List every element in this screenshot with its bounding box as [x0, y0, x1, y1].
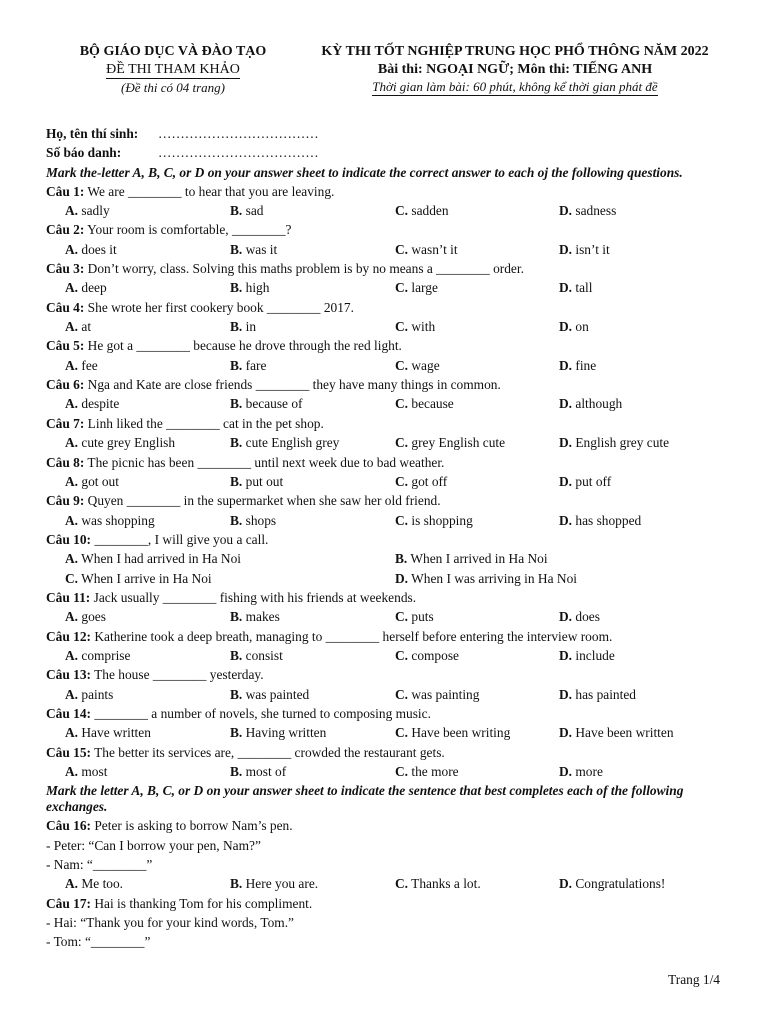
question-text: Linh liked the ________ cat in the pet shop. — [84, 415, 324, 431]
dialogue-line: - Hai: “Thank you for your kind words, Tom.” — [46, 915, 294, 931]
question-1 — [46, 182, 726, 201]
question-text: The picnic has been ________ until next week due to bad weather. — [84, 454, 445, 470]
question-label: Câu 11: — [46, 589, 91, 605]
option-b: B. high — [230, 280, 270, 296]
question-label: Câu 5: — [46, 338, 85, 354]
option-c: C. compose — [395, 647, 459, 663]
options-row — [46, 646, 726, 665]
instruction-1: Mark the-letter A, B, C, or D on your answer sheet to indicate the correct answer to each oj the following questions. — [46, 164, 683, 180]
options-row — [46, 433, 726, 452]
question-7 — [46, 414, 726, 433]
question-12 — [46, 627, 726, 646]
question-5 — [46, 336, 726, 355]
option-d: D. sadness — [559, 203, 617, 219]
option-a: A. does it — [65, 241, 117, 257]
exam-content — [46, 124, 726, 952]
options-row — [46, 607, 726, 626]
options-row — [46, 201, 726, 220]
options-row — [46, 278, 726, 297]
options-row — [46, 874, 726, 893]
question-text: ________ a number of novels, she turned to composing music. — [91, 705, 431, 721]
question-text: Jack usually ________ fishing with his friends at weekends. — [90, 589, 417, 605]
option-b: B. cute English grey — [230, 435, 340, 451]
option-a: A. sadly — [65, 203, 110, 219]
option-c: C. because — [395, 396, 454, 412]
option-d: D. isn’t it — [559, 241, 610, 257]
question-text: Katherine took a deep breath, managing to ________ herself before entering the interview room. — [91, 628, 613, 644]
option-c: C. the more — [395, 764, 459, 779]
exam-subject: Bài thi: NGOẠI NGỮ; Môn thi: TIẾNG ANH — [377, 62, 653, 77]
question-3 — [46, 259, 726, 278]
option-c: C. large — [395, 280, 438, 296]
question-label: Câu 13: — [46, 667, 92, 683]
option-a: A. deep — [65, 280, 107, 296]
option-d: D. Have been written — [559, 725, 674, 741]
instruction-2: Mark the letter A, B, C, or D on your answer sheet to indicate the sentence that best completes each of the following exchanges. — [46, 783, 684, 815]
option-a: A. paints — [65, 686, 114, 702]
candidate-id-field: ……………………………… — [158, 145, 319, 161]
header-left — [48, 43, 298, 97]
option-c: C. was painting — [395, 686, 480, 702]
option-c: C. grey English cute — [395, 435, 506, 451]
question-text: Hai is thanking Tom for his compliment. — [91, 895, 313, 911]
option-c: C. Have been writing — [395, 725, 511, 741]
question-8 — [46, 453, 726, 472]
option-c: C. with — [395, 319, 436, 335]
option-a: A. got out — [65, 473, 119, 489]
option-b: B. When I arrived in Ha Noi — [395, 551, 548, 567]
question-text: ________, I will give you a call. — [91, 531, 269, 547]
question-label: Câu 1: — [46, 183, 85, 199]
option-a: A. at — [65, 319, 92, 335]
candidate-id-row — [46, 143, 726, 162]
question-text: She wrote her first cookery book ________ 2017. — [84, 299, 354, 315]
options-row — [46, 472, 726, 491]
option-c: C. sadden — [395, 203, 449, 219]
question-9 — [46, 491, 726, 510]
question-list — [46, 182, 726, 782]
option-d: D. put off — [559, 473, 612, 489]
question-label: Câu 2: — [46, 222, 85, 238]
option-c: C. wasn’t it — [395, 241, 458, 257]
option-a: A. goes — [65, 609, 106, 625]
option-b: B. most of — [230, 764, 287, 779]
question-text: The house ________ yesterday. — [91, 667, 264, 683]
question-16 — [46, 816, 726, 835]
option-b: B. makes — [230, 609, 280, 625]
options-row — [46, 394, 726, 413]
exam-name: KỲ THI TỐT NGHIỆP TRUNG HỌC PHỔ THÔNG NĂM 2022 — [321, 44, 709, 59]
question-15 — [46, 743, 726, 762]
option-a: A. When I had arrived in Ha Noi — [65, 551, 242, 567]
option-d: D. include — [559, 647, 615, 663]
options-row — [46, 569, 726, 588]
candidate-name-label: Họ, tên thí sinh: — [46, 126, 139, 141]
option-a: A. most — [65, 764, 108, 779]
options-row — [46, 723, 726, 742]
question-text: He got a ________ because he drove through the red light. — [84, 338, 402, 354]
option-a: A. despite — [65, 396, 120, 412]
options-row — [46, 511, 726, 530]
question-label: Câu 8: — [46, 454, 85, 470]
option-a: A. Have written — [65, 725, 151, 741]
option-b: B. because of — [230, 396, 303, 412]
exam-time: Thời gian làm bài: 60 phút, không kể thời gian phát đề — [372, 79, 658, 94]
options-row — [46, 762, 726, 781]
question-text: The better its services are, ________ crowded the restaurant gets. — [91, 744, 445, 760]
options-row — [46, 317, 726, 336]
question-label: Câu 6: — [46, 377, 85, 393]
option-d: D. although — [559, 396, 623, 412]
question-10 — [46, 530, 726, 549]
question-label: Câu 16: — [46, 818, 92, 834]
option-a: A. was shopping — [65, 512, 155, 528]
option-b: B. shops — [230, 512, 277, 528]
option-b: B. in — [230, 319, 257, 335]
question-label: Câu 3: — [46, 261, 85, 277]
question-text: Peter is asking to borrow Nam’s pen. — [91, 818, 293, 834]
question-13 — [46, 665, 726, 684]
candidate-name-row — [46, 124, 726, 143]
option-d: D. English grey cute — [559, 435, 670, 451]
question-text: Nga and Kate are close friends ________ they have many things in common. — [84, 377, 501, 393]
option-d: D. Congratulations! — [559, 876, 666, 892]
option-c: C. is shopping — [395, 512, 473, 528]
option-a: A. fee — [65, 357, 98, 373]
option-b: B. was it — [230, 241, 278, 257]
option-b: B. sad — [230, 203, 264, 219]
question-text: Your room is comfortable, ________? — [84, 222, 292, 238]
candidate-id-label: Số báo danh: — [46, 145, 122, 161]
question-label: Câu 9: — [46, 493, 85, 509]
option-d: D. has shopped — [559, 512, 642, 528]
option-b: B. Having written — [230, 725, 327, 741]
question-6 — [46, 375, 726, 394]
dialogue-line: - Tom: “________” — [46, 934, 151, 950]
question-2 — [46, 220, 726, 239]
exam-type: ĐỀ THI THAM KHẢO — [106, 62, 240, 77]
option-d: D. fine — [559, 357, 597, 373]
option-a: A. comprise — [65, 647, 131, 663]
question-11 — [46, 588, 726, 607]
option-c: C. got off — [395, 473, 448, 489]
option-b: B. fare — [230, 357, 267, 373]
option-c: C. puts — [395, 609, 434, 625]
question-label: Câu 15: — [46, 744, 92, 760]
question-text: Quyen ________ in the supermarket when she saw her old friend. — [84, 493, 441, 509]
question-label: Câu 4: — [46, 299, 85, 315]
candidate-name-field: ……………………………… — [158, 126, 319, 141]
question-label: Câu 7: — [46, 415, 85, 431]
option-d: D. When I was arriving in Ha Noi — [395, 570, 577, 586]
option-c: C. When I arrive in Ha Noi — [65, 570, 212, 586]
option-d: D. on — [559, 319, 589, 335]
question-label: Câu 10: — [46, 531, 92, 547]
dialogue-line: - Nam: “________” — [46, 857, 153, 873]
page-number: Trang 1/4 — [668, 972, 720, 987]
ministry-name: BỘ GIÁO DỤC VÀ ĐÀO TẠO — [79, 44, 267, 59]
dialogue-line: - Peter: “Can I borrow your pen, Nam?” — [46, 837, 261, 853]
option-b: B. was painted — [230, 686, 310, 702]
question-label: Câu 14: — [46, 705, 92, 721]
option-c: C. wage — [395, 357, 440, 373]
options-row — [46, 240, 726, 259]
option-b: B. Here you are. — [230, 876, 319, 892]
option-c: C. Thanks a lot. — [395, 876, 481, 892]
option-d: D. tall — [559, 280, 593, 296]
question-4 — [46, 298, 726, 317]
option-b: B. consist — [230, 647, 283, 663]
question-label: Câu 17: — [46, 895, 92, 911]
header-right — [295, 43, 735, 97]
question-14 — [46, 704, 726, 723]
question-label: Câu 12: — [46, 628, 92, 644]
options-row — [46, 685, 726, 704]
option-d: D. more — [559, 764, 603, 779]
options-row — [46, 356, 726, 375]
question-text: Don’t worry, class. Solving this maths problem is by no means a ________ order. — [84, 261, 524, 277]
option-a: A. Me too. — [65, 876, 124, 892]
option-d: D. has painted — [559, 686, 636, 702]
option-a: A. cute grey English — [65, 435, 176, 451]
options-row — [46, 549, 726, 568]
page-count-note: (Đề thi có 04 trang) — [121, 80, 225, 95]
question-text: We are ________ to hear that you are leaving. — [84, 183, 335, 199]
option-b: B. put out — [230, 473, 284, 489]
option-d: D. does — [559, 609, 600, 625]
question-17 — [46, 894, 726, 913]
